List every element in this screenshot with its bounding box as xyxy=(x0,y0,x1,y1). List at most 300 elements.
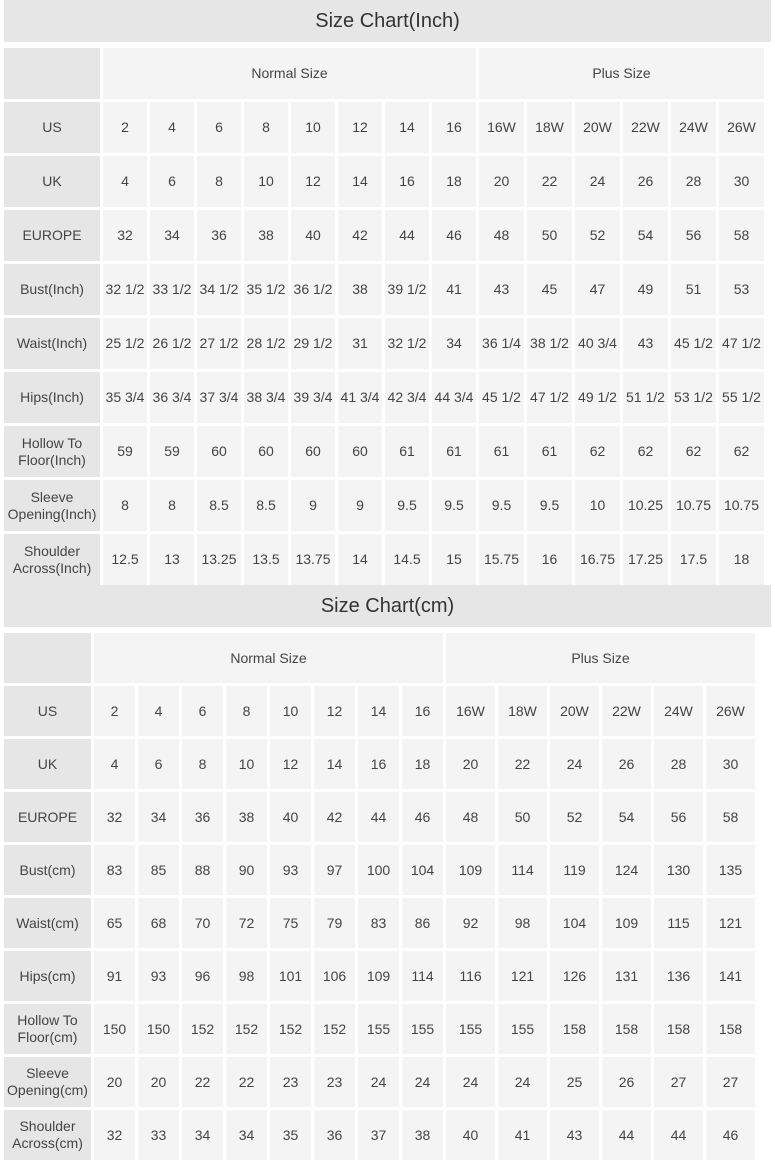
table-row xyxy=(4,951,755,1001)
table-row xyxy=(4,210,764,261)
table-cell: 158 xyxy=(654,1004,703,1054)
table-cell: 104 xyxy=(550,898,599,948)
table-cell: 26 xyxy=(602,739,651,789)
table-cell: 38 3/4 xyxy=(244,372,288,423)
table-cell: 141 xyxy=(706,951,755,1001)
row-label: UK xyxy=(4,156,100,207)
table-cell: 13 xyxy=(150,534,194,585)
table-cell: 42 xyxy=(338,210,382,261)
table-cell: 12 xyxy=(338,102,382,153)
table-cell: 93 xyxy=(138,951,179,1001)
table-cell: 61 xyxy=(432,426,476,477)
table-cell: 158 xyxy=(550,1004,599,1054)
table-cell: 47 1/2 xyxy=(719,318,764,369)
table-cell: 20 xyxy=(446,739,495,789)
table-cell: 68 xyxy=(138,898,179,948)
table-cell: 14 xyxy=(314,739,355,789)
table-cell: 56 xyxy=(671,210,716,261)
corner-cell xyxy=(4,48,100,99)
table-cell: 34 xyxy=(150,210,194,261)
table-cell: 8 xyxy=(150,480,194,531)
table-row xyxy=(4,739,755,789)
table-cell: 29 1/2 xyxy=(291,318,335,369)
table-cell: 15 xyxy=(432,534,476,585)
table-cell: 26W xyxy=(719,102,764,153)
table-cell: 9.5 xyxy=(385,480,429,531)
table-cell: 14 xyxy=(338,156,382,207)
table-cell: 46 xyxy=(432,210,476,261)
table-row xyxy=(4,1057,755,1107)
table-cell: 119 xyxy=(550,845,599,895)
table-cell: 152 xyxy=(314,1004,355,1054)
row-label: EUROPE xyxy=(4,792,91,842)
table-cell: 13.75 xyxy=(291,534,335,585)
table-row xyxy=(4,898,755,948)
table-cell: 24 xyxy=(402,1057,443,1107)
table-cell: 37 3/4 xyxy=(197,372,241,423)
table-cell: 131 xyxy=(602,951,651,1001)
table-cell: 38 xyxy=(402,1110,443,1160)
table-cell: 18 xyxy=(402,739,443,789)
table-cell: 155 xyxy=(446,1004,495,1054)
table-cell: 36 xyxy=(197,210,241,261)
table-cell: 16 xyxy=(432,102,476,153)
table-cell: 42 xyxy=(314,792,355,842)
table-cell: 4 xyxy=(103,156,147,207)
table-cell: 16 xyxy=(527,534,572,585)
row-label: Waist(Inch) xyxy=(4,318,100,369)
size-table xyxy=(1,630,758,1163)
table-cell: 98 xyxy=(226,951,267,1001)
table-cell: 62 xyxy=(719,426,764,477)
table-cell: 16.75 xyxy=(575,534,620,585)
table-cell: 43 xyxy=(550,1110,599,1160)
table-cell: 55 1/2 xyxy=(719,372,764,423)
table-cell: 34 xyxy=(432,318,476,369)
table-cell: 22W xyxy=(602,686,651,736)
table-cell: 8.5 xyxy=(244,480,288,531)
table-cell: 36 xyxy=(182,792,223,842)
table-cell: 34 xyxy=(182,1110,223,1160)
row-label: Hips(Inch) xyxy=(4,372,100,423)
table-cell: 61 xyxy=(479,426,524,477)
table-cell: 8 xyxy=(226,686,267,736)
table-cell: 10.25 xyxy=(623,480,668,531)
row-label: UK xyxy=(4,739,91,789)
table-cell: 106 xyxy=(314,951,355,1001)
table-cell: 44 xyxy=(358,792,399,842)
table-cell: 22 xyxy=(182,1057,223,1107)
table-cell: 36 3/4 xyxy=(150,372,194,423)
table-cell: 38 xyxy=(226,792,267,842)
table-cell: 152 xyxy=(226,1004,267,1054)
table-cell: 8 xyxy=(103,480,147,531)
table-cell: 14 xyxy=(338,534,382,585)
table-cell: 24 xyxy=(446,1057,495,1107)
table-cell: 32 1/2 xyxy=(385,318,429,369)
chart-title: Size Chart(Inch) xyxy=(4,0,771,42)
table-row xyxy=(4,686,755,736)
table-cell: 30 xyxy=(719,156,764,207)
table-cell: 150 xyxy=(138,1004,179,1054)
table-cell: 35 1/2 xyxy=(244,264,288,315)
table-cell: 9 xyxy=(291,480,335,531)
table-cell: 18 xyxy=(432,156,476,207)
table-cell: 10 xyxy=(291,102,335,153)
table-cell: 47 1/2 xyxy=(527,372,572,423)
table-row xyxy=(4,1110,755,1160)
table-cell: 54 xyxy=(602,792,651,842)
table-cell: 9.5 xyxy=(479,480,524,531)
table-cell: 130 xyxy=(654,845,703,895)
table-cell: 115 xyxy=(654,898,703,948)
table-cell: 35 3/4 xyxy=(103,372,147,423)
table-cell: 41 xyxy=(432,264,476,315)
table-cell: 98 xyxy=(498,898,547,948)
row-label: Shoulder Across(Inch) xyxy=(4,534,100,585)
table-row xyxy=(4,480,764,531)
table-cell: 45 xyxy=(527,264,572,315)
table-cell: 62 xyxy=(671,426,716,477)
table-row xyxy=(4,264,764,315)
table-cell: 60 xyxy=(244,426,288,477)
table-cell: 20W xyxy=(550,686,599,736)
table-cell: 59 xyxy=(103,426,147,477)
table-cell: 14 xyxy=(358,686,399,736)
table-cell: 26 xyxy=(623,156,668,207)
row-label: Shoulder Across(cm) xyxy=(4,1110,91,1160)
row-label: US xyxy=(4,102,100,153)
table-cell: 90 xyxy=(226,845,267,895)
table-cell: 49 1/2 xyxy=(575,372,620,423)
table-cell: 2 xyxy=(103,102,147,153)
table-cell: 33 xyxy=(138,1110,179,1160)
table-cell: 12 xyxy=(291,156,335,207)
table-cell: 114 xyxy=(402,951,443,1001)
table-cell: 88 xyxy=(182,845,223,895)
table-cell: 38 xyxy=(244,210,288,261)
table-cell: 14.5 xyxy=(385,534,429,585)
table-row xyxy=(4,534,764,585)
table-cell: 4 xyxy=(138,686,179,736)
table-cell: 4 xyxy=(150,102,194,153)
table-cell: 52 xyxy=(575,210,620,261)
table-cell: 47 xyxy=(575,264,620,315)
table-cell: 45 1/2 xyxy=(671,318,716,369)
table-cell: 14 xyxy=(385,102,429,153)
table-cell: 121 xyxy=(706,898,755,948)
table-cell: 24 xyxy=(575,156,620,207)
row-label: Sleeve Opening(cm) xyxy=(4,1057,91,1107)
table-cell: 16 xyxy=(402,686,443,736)
table-cell: 34 1/2 xyxy=(197,264,241,315)
table-cell: 48 xyxy=(446,792,495,842)
table-cell: 26 xyxy=(602,1057,651,1107)
table-cell: 8.5 xyxy=(197,480,241,531)
table-cell: 23 xyxy=(314,1057,355,1107)
table-cell: 86 xyxy=(402,898,443,948)
table-cell: 52 xyxy=(550,792,599,842)
size-chart-inch xyxy=(4,0,771,588)
table-cell: 61 xyxy=(385,426,429,477)
table-cell: 124 xyxy=(602,845,651,895)
table-cell: 158 xyxy=(602,1004,651,1054)
table-cell: 18W xyxy=(498,686,547,736)
table-cell: 44 xyxy=(602,1110,651,1160)
table-cell: 30 xyxy=(706,739,755,789)
table-cell: 28 xyxy=(671,156,716,207)
table-cell: 32 1/2 xyxy=(103,264,147,315)
table-cell: 16 xyxy=(358,739,399,789)
table-cell: 17.5 xyxy=(671,534,716,585)
table-cell: 44 xyxy=(385,210,429,261)
table-cell: 152 xyxy=(182,1004,223,1054)
table-cell: 44 xyxy=(654,1110,703,1160)
table-cell: 152 xyxy=(270,1004,311,1054)
size-chart-cm xyxy=(4,585,771,1163)
corner-cell xyxy=(4,633,91,683)
table-cell: 22 xyxy=(498,739,547,789)
table-cell: 31 xyxy=(338,318,382,369)
table-cell: 49 xyxy=(623,264,668,315)
table-cell: 32 xyxy=(94,792,135,842)
size-table xyxy=(1,45,767,588)
table-cell: 9 xyxy=(338,480,382,531)
row-label: Hollow To Floor(Inch) xyxy=(4,426,100,477)
table-cell: 6 xyxy=(197,102,241,153)
table-cell: 6 xyxy=(182,686,223,736)
table-cell: 62 xyxy=(623,426,668,477)
table-cell: 24 xyxy=(550,739,599,789)
row-label: Bust(Inch) xyxy=(4,264,100,315)
table-cell: 27 1/2 xyxy=(197,318,241,369)
table-cell: 43 xyxy=(623,318,668,369)
table-cell: 36 xyxy=(314,1110,355,1160)
table-cell: 46 xyxy=(402,792,443,842)
table-cell: 104 xyxy=(402,845,443,895)
table-cell: 60 xyxy=(338,426,382,477)
table-cell: 18 xyxy=(719,534,764,585)
table-cell: 24W xyxy=(671,102,716,153)
table-cell: 59 xyxy=(150,426,194,477)
table-cell: 37 xyxy=(358,1110,399,1160)
table-row xyxy=(4,372,764,423)
table-cell: 44 3/4 xyxy=(432,372,476,423)
table-cell: 22 xyxy=(226,1057,267,1107)
table-cell: 27 xyxy=(706,1057,755,1107)
table-cell: 79 xyxy=(314,898,355,948)
table-cell: 60 xyxy=(197,426,241,477)
table-cell: 12 xyxy=(270,739,311,789)
table-cell: 60 xyxy=(291,426,335,477)
table-cell: 24 xyxy=(498,1057,547,1107)
table-cell: 16W xyxy=(479,102,524,153)
plus-size-header: Plus Size xyxy=(446,633,755,683)
table-cell: 150 xyxy=(94,1004,135,1054)
table-cell: 38 xyxy=(338,264,382,315)
table-cell: 97 xyxy=(314,845,355,895)
table-cell: 8 xyxy=(182,739,223,789)
table-cell: 100 xyxy=(358,845,399,895)
table-cell: 39 1/2 xyxy=(385,264,429,315)
table-cell: 27 xyxy=(654,1057,703,1107)
table-cell: 109 xyxy=(602,898,651,948)
table-cell: 75 xyxy=(270,898,311,948)
table-cell: 25 xyxy=(550,1057,599,1107)
table-row xyxy=(4,102,764,153)
row-label: US xyxy=(4,686,91,736)
table-cell: 56 xyxy=(654,792,703,842)
table-cell: 62 xyxy=(575,426,620,477)
table-cell: 10 xyxy=(270,686,311,736)
table-cell: 51 xyxy=(671,264,716,315)
table-cell: 40 3/4 xyxy=(575,318,620,369)
table-cell: 51 1/2 xyxy=(623,372,668,423)
table-cell: 13.25 xyxy=(197,534,241,585)
table-cell: 28 1/2 xyxy=(244,318,288,369)
table-cell: 43 xyxy=(479,264,524,315)
table-cell: 34 xyxy=(226,1110,267,1160)
row-label: Waist(cm) xyxy=(4,898,91,948)
table-row xyxy=(4,792,755,842)
table-cell: 155 xyxy=(498,1004,547,1054)
table-cell: 17.25 xyxy=(623,534,668,585)
table-cell: 4 xyxy=(94,739,135,789)
table-cell: 83 xyxy=(358,898,399,948)
table-cell: 114 xyxy=(498,845,547,895)
table-cell: 16 xyxy=(385,156,429,207)
table-cell: 126 xyxy=(550,951,599,1001)
table-cell: 6 xyxy=(150,156,194,207)
table-cell: 41 xyxy=(498,1110,547,1160)
table-cell: 10 xyxy=(575,480,620,531)
table-cell: 48 xyxy=(479,210,524,261)
table-cell: 25 1/2 xyxy=(103,318,147,369)
table-cell: 8 xyxy=(244,102,288,153)
table-cell: 2 xyxy=(94,686,135,736)
table-cell: 35 xyxy=(270,1110,311,1160)
table-cell: 50 xyxy=(498,792,547,842)
table-cell: 72 xyxy=(226,898,267,948)
table-cell: 24 xyxy=(358,1057,399,1107)
table-cell: 13.5 xyxy=(244,534,288,585)
table-row xyxy=(4,1004,755,1054)
table-cell: 10 xyxy=(244,156,288,207)
table-cell: 158 xyxy=(706,1004,755,1054)
table-cell: 136 xyxy=(654,951,703,1001)
table-cell: 10 xyxy=(226,739,267,789)
chart-title: Size Chart(cm) xyxy=(4,585,771,627)
row-label: EUROPE xyxy=(4,210,100,261)
table-cell: 10.75 xyxy=(719,480,764,531)
table-cell: 109 xyxy=(446,845,495,895)
row-label: Hollow To Floor(cm) xyxy=(4,1004,91,1054)
table-cell: 121 xyxy=(498,951,547,1001)
table-cell: 65 xyxy=(94,898,135,948)
table-cell: 58 xyxy=(706,792,755,842)
table-cell: 24W xyxy=(654,686,703,736)
table-cell: 34 xyxy=(138,792,179,842)
table-cell: 38 1/2 xyxy=(527,318,572,369)
table-cell: 83 xyxy=(94,845,135,895)
table-cell: 26W xyxy=(706,686,755,736)
table-cell: 53 1/2 xyxy=(671,372,716,423)
table-cell: 16W xyxy=(446,686,495,736)
table-cell: 155 xyxy=(358,1004,399,1054)
table-cell: 109 xyxy=(358,951,399,1001)
table-cell: 40 xyxy=(291,210,335,261)
table-cell: 15.75 xyxy=(479,534,524,585)
table-cell: 36 1/4 xyxy=(479,318,524,369)
table-cell: 6 xyxy=(138,739,179,789)
table-cell: 39 3/4 xyxy=(291,372,335,423)
table-cell: 9.5 xyxy=(527,480,572,531)
table-row xyxy=(4,318,764,369)
table-cell: 20W xyxy=(575,102,620,153)
group-header-row xyxy=(4,48,764,99)
table-cell: 116 xyxy=(446,951,495,1001)
table-row xyxy=(4,845,755,895)
row-label: Hips(cm) xyxy=(4,951,91,1001)
table-cell: 70 xyxy=(182,898,223,948)
table-row xyxy=(4,426,764,477)
normal-size-header: Normal Size xyxy=(94,633,443,683)
table-cell: 58 xyxy=(719,210,764,261)
table-cell: 53 xyxy=(719,264,764,315)
normal-size-header: Normal Size xyxy=(103,48,476,99)
table-cell: 26 1/2 xyxy=(150,318,194,369)
table-cell: 93 xyxy=(270,845,311,895)
table-cell: 8 xyxy=(197,156,241,207)
table-cell: 32 xyxy=(103,210,147,261)
table-cell: 20 xyxy=(94,1057,135,1107)
table-cell: 18W xyxy=(527,102,572,153)
table-cell: 101 xyxy=(270,951,311,1001)
table-cell: 20 xyxy=(138,1057,179,1107)
table-cell: 135 xyxy=(706,845,755,895)
table-row xyxy=(4,156,764,207)
table-cell: 20 xyxy=(479,156,524,207)
row-label: Sleeve Opening(Inch) xyxy=(4,480,100,531)
table-cell: 32 xyxy=(94,1110,135,1160)
table-cell: 12 xyxy=(314,686,355,736)
table-cell: 54 xyxy=(623,210,668,261)
plus-size-header: Plus Size xyxy=(479,48,764,99)
table-cell: 28 xyxy=(654,739,703,789)
table-cell: 96 xyxy=(182,951,223,1001)
table-cell: 45 1/2 xyxy=(479,372,524,423)
table-cell: 10.75 xyxy=(671,480,716,531)
table-cell: 85 xyxy=(138,845,179,895)
table-cell: 61 xyxy=(527,426,572,477)
table-cell: 42 3/4 xyxy=(385,372,429,423)
row-label: Bust(cm) xyxy=(4,845,91,895)
table-cell: 12.5 xyxy=(103,534,147,585)
table-cell: 40 xyxy=(446,1110,495,1160)
table-cell: 46 xyxy=(706,1110,755,1160)
table-cell: 9.5 xyxy=(432,480,476,531)
table-cell: 22 xyxy=(527,156,572,207)
table-cell: 33 1/2 xyxy=(150,264,194,315)
table-cell: 36 1/2 xyxy=(291,264,335,315)
group-header-row xyxy=(4,633,755,683)
table-cell: 40 xyxy=(270,792,311,842)
table-cell: 41 3/4 xyxy=(338,372,382,423)
table-cell: 91 xyxy=(94,951,135,1001)
table-cell: 50 xyxy=(527,210,572,261)
table-cell: 23 xyxy=(270,1057,311,1107)
table-cell: 22W xyxy=(623,102,668,153)
